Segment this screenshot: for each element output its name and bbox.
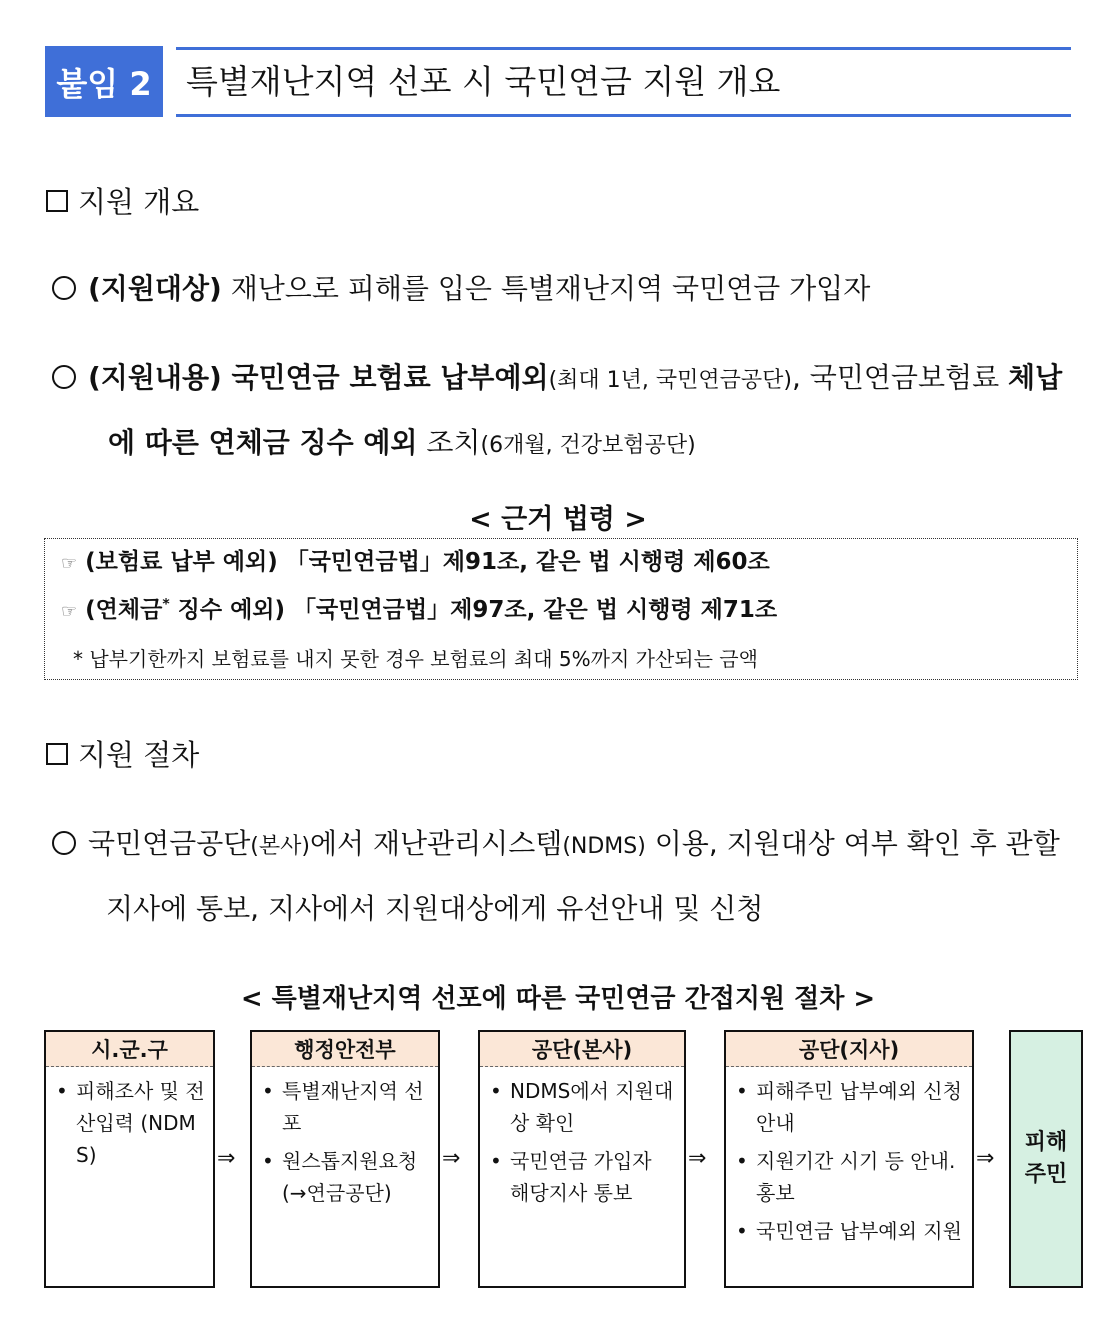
header-top-rule	[176, 47, 1071, 50]
flow-item-text: 원스톱지원요청 (→연금공단)	[282, 1149, 418, 1205]
checkbox-square-icon	[46, 190, 68, 212]
flow-item	[260, 1145, 430, 1209]
law-line-1	[61, 543, 770, 576]
flow-box-city	[44, 1030, 215, 1288]
checkbox-square-icon	[46, 743, 68, 765]
header-bottom-rule	[176, 114, 1071, 117]
bullet-support-content-line2	[108, 426, 696, 459]
procedure-text-e: 이용, 지원대상 여부 확인 후 관할	[645, 827, 1060, 860]
attachment-badge: 붙임 2	[45, 46, 163, 117]
flow-item	[260, 1075, 430, 1139]
bullet-procedure	[52, 827, 1060, 860]
procedure-text-c: 에서 재난관리시스템	[309, 827, 563, 860]
flow-box-head: 시.군.구	[46, 1032, 213, 1067]
bullet-support-target	[52, 272, 871, 305]
law-footnote: * 납부기한까지 보험료를 내지 못한 경우 보험료의 최대 5%까지 가산되는 금액	[73, 647, 758, 671]
content-line2-bold: 에 따른 연체금 징수 예외	[108, 426, 418, 459]
law-line-2-b: 징수 예외) 「국민연금법」제97조, 같은 법 시행령 제71조	[169, 597, 778, 623]
target-text: 재난으로 피해를 입은 특별재난지역 국민연금 가입자	[221, 272, 871, 305]
bullet-dot-icon: •	[490, 1149, 502, 1173]
law-line-2-a: (연체금	[85, 597, 163, 623]
circle-bullet-icon	[52, 365, 76, 389]
flow-item-text: 피해주민 납부예외 신청 안내	[756, 1079, 962, 1135]
page-title: 특별재난지역 선포 시 국민연금 지원 개요	[186, 62, 781, 101]
circle-bullet-icon	[52, 276, 76, 300]
flow-item-text: 국민연금 가입자 해당지사 통보	[510, 1149, 652, 1205]
flow-item	[488, 1145, 676, 1209]
procedure-text-a: 국민연금공단	[88, 827, 251, 860]
bullet-dot-icon: •	[736, 1079, 748, 1103]
section-title: 지원 절차	[78, 738, 200, 772]
section-title: 지원 개요	[78, 185, 200, 219]
flow-item-text: NDMS에서 지원대상 확인	[510, 1079, 674, 1135]
flow-box-head: 행정안전부	[252, 1032, 438, 1067]
flow-item-text: 특별재난지역 선포	[282, 1079, 424, 1135]
arrow-right-icon: ⇒	[976, 1146, 995, 1171]
law-line-2	[61, 591, 777, 624]
flow-box-head: 공단(지사)	[726, 1032, 972, 1067]
content-mid: , 국민연금보험료	[791, 361, 1009, 394]
content-bold-end: 체납	[1008, 361, 1063, 394]
flow-item-text: 피해조사 및 전산입력 (NDMS)	[76, 1079, 205, 1167]
arrow-right-icon: ⇒	[688, 1146, 707, 1171]
footnote-mark: *	[162, 596, 170, 613]
procedure-text-b: (본사)	[250, 834, 310, 859]
bullet-procedure-line2: 지사에 통보, 지사에서 지원대상에게 유선안내 및 신청	[106, 892, 764, 925]
arrow-right-icon: ⇒	[217, 1146, 236, 1171]
flow-item	[54, 1075, 205, 1171]
procedure-text-d: (NDMS)	[562, 834, 646, 859]
section-heading-overview	[46, 180, 199, 221]
bullet-dot-icon: •	[736, 1149, 748, 1173]
legal-basis-title: < 근거 법령 >	[469, 504, 647, 535]
legal-basis-box	[44, 538, 1078, 680]
flow-item-text: 지원기간 시기 등 안내. 홍보	[756, 1149, 956, 1205]
flow-box-branch	[724, 1030, 974, 1288]
flow-title: < 특별재난지역 선포에 따른 국민연금 간접지원 절차 >	[240, 984, 876, 1014]
section-heading-procedure	[46, 733, 199, 774]
resident-label-1: 피해	[1024, 1130, 1068, 1155]
flow-item-text: 국민연금 납부예외 지원	[756, 1219, 962, 1243]
content-paren-1: (최대 1년, 국민연금공단)	[548, 368, 792, 393]
pointing-hand-icon: ☞	[61, 553, 78, 574]
bullet-support-content	[52, 361, 1063, 394]
flow-box-head: 공단(본사)	[480, 1032, 684, 1067]
flow-item	[488, 1075, 676, 1139]
pointing-hand-icon: ☞	[61, 601, 78, 622]
content-paren-2: (6개월, 건강보험공단)	[480, 433, 696, 458]
arrow-right-icon: ⇒	[442, 1146, 461, 1171]
resident-label-2: 주민	[1024, 1162, 1068, 1187]
circle-bullet-icon	[52, 831, 76, 855]
bullet-dot-icon: •	[736, 1219, 748, 1243]
target-label: (지원대상)	[88, 272, 222, 305]
flow-box-ministry	[250, 1030, 440, 1288]
bullet-dot-icon: •	[262, 1079, 274, 1103]
law-line-1-text: (보험료 납부 예외) 「국민연금법」제91조, 같은 법 시행령 제60조	[85, 549, 770, 575]
content-line2-text: 조치	[417, 426, 481, 459]
bullet-dot-icon: •	[56, 1079, 68, 1103]
flow-item	[734, 1145, 964, 1209]
flow-box-hq	[478, 1030, 686, 1288]
bullet-dot-icon: •	[262, 1149, 274, 1173]
content-label: (지원내용) 국민연금 보험료 납부예외	[88, 361, 549, 394]
flow-item	[734, 1215, 964, 1247]
flow-item	[734, 1075, 964, 1139]
bullet-dot-icon: •	[490, 1079, 502, 1103]
flow-box-residents	[1009, 1030, 1083, 1288]
